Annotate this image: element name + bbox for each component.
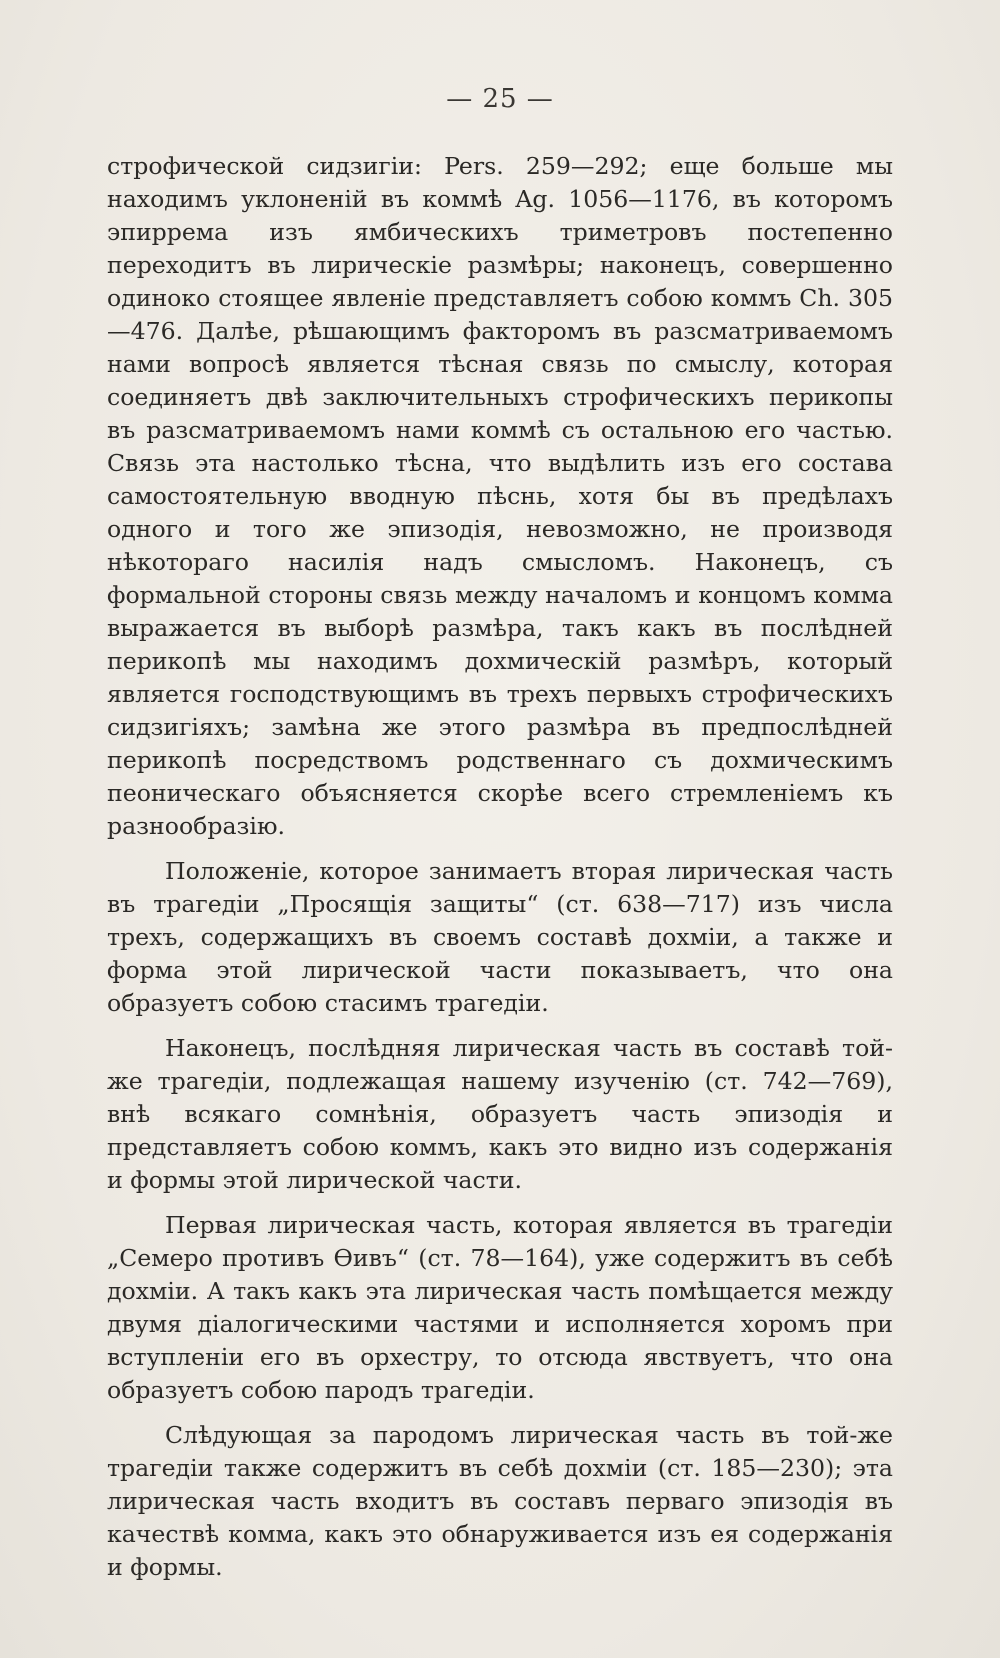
page-number: — 25 — — [446, 84, 554, 114]
paragraph-4: Первая лирическая часть, которая является въ трагедіи „Семеро противъ Ѳивъ“ (ст. 78—164), уже содержитъ въ себѣ дохміи. А такъ какъ эта лирическая часть помѣщается между двумя діалогическими частями и исполняется хоромъ при вступленіи его въ орхестру, то отсюда явствуетъ, что она образуетъ собою пародъ трагедіи. — [107, 1211, 893, 1404]
paragraph-5: Слѣдующая за пародомъ лирическая часть въ той-же трагедіи также содержитъ въ себѣ дохміи (ст. 185—230); эта лирическая часть входитъ въ составъ перваго эпизодія въ качествѣ комма, какъ это обнаруживается изъ ея содержанія и формы. — [107, 1421, 893, 1581]
body-text — [107, 150, 893, 1596]
paragraph-3: Наконецъ, послѣдняя лирическая часть въ составѣ той-же трагедіи, подлежащая нашему изученію (ст. 742—769), внѣ всякаго сомнѣнія, образуетъ часть эпизодія и представляетъ собою коммъ, какъ это видно изъ содержанія и формы этой лирической части. — [107, 1034, 893, 1194]
paragraph-1: строфической сидзигіи: Pers. 259—292; еще больше мы находимъ уклоненій въ коммѣ Ag. 1056—1176, въ которомъ эпиррема изъ ямбическихъ триметровъ постепенно переходитъ въ лирическіе размѣры; наконецъ, совершенно одиноко стоящее явленіе представляетъ собою коммъ Ch. 305—476. Далѣе, рѣшающимъ факторомъ въ разсматриваемомъ нами вопросѣ является тѣсная связь по смыслу, которая соединяетъ двѣ заключительныхъ строфическихъ перикопы въ разсматриваемомъ нами коммѣ съ остальною его частью. Связь эта настолько тѣсна, что выдѣлить изъ его состава самостоятельную вводную пѣснь, хотя бы въ предѣлахъ одного и того же эпизодія, невозможно, не производя нѣкотораго насилія надъ смысломъ. Наконецъ, съ формальной стороны связь между началомъ и концомъ комма выражается въ выборѣ размѣра, такъ какъ въ послѣдней перикопѣ мы находимъ дохмическій размѣръ, который является господствующимъ въ трехъ первыхъ строфическихъ сидзигіяхъ; замѣна же этого размѣра въ предпослѣдней перикопѣ посредствомъ родственнаго съ дохмическимъ пеоническаго объясняется скорѣе всего стремленіемъ къ разнообразію. — [107, 152, 893, 840]
paragraph-2: Положеніе, которое занимаетъ вторая лирическая часть въ трагедіи „Просящія защиты“ (ст. 638—717) изъ числа трехъ, содержащихъ въ своемъ составѣ дохміи, а также и форма этой лирической части показываетъ, что она образуетъ собою стасимъ трагедіи. — [107, 857, 893, 1017]
